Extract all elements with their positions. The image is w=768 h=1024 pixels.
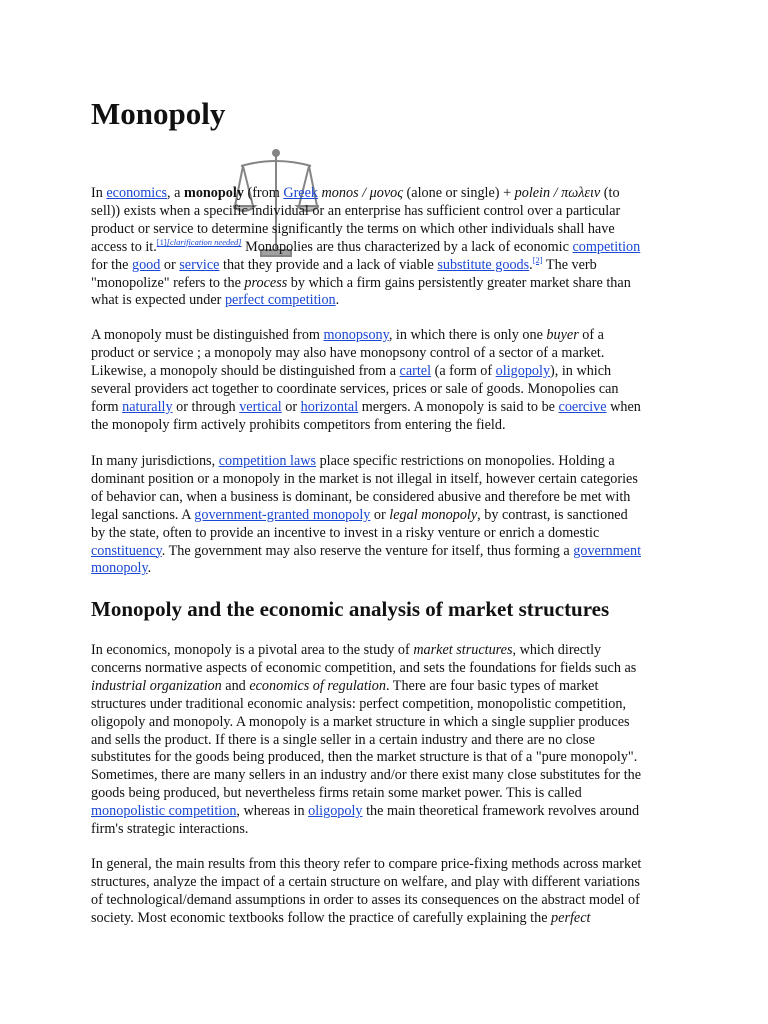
text: the main theoretical framework revolves around: [362, 803, 640, 820]
italic-term: industrial organization: [91, 677, 222, 694]
link-horizontal[interactable]: horizontal: [300, 398, 359, 415]
text: In: [91, 185, 107, 201]
text: form: [91, 398, 123, 415]
text: , which directly: [512, 642, 602, 658]
page-title: Monopoly: [91, 96, 226, 131]
link-economics[interactable]: economics: [106, 185, 168, 201]
text: legal sanctions. A: [91, 506, 195, 523]
text: or: [370, 506, 390, 523]
text: ), in which: [550, 362, 612, 379]
monopsony-paragraph: [91, 327, 677, 434]
text: access to it.: [91, 238, 157, 255]
text: (alone or single) +: [403, 185, 515, 201]
italic-term: monos / μονος: [321, 185, 403, 201]
text-line: structures under traditional economic analysis: perfect competition, monopolistic competition,: [91, 695, 627, 712]
link-monopsony[interactable]: monopsony: [323, 327, 389, 343]
text: place specific restrictions on monopolies. Holding a: [316, 453, 615, 469]
text: In many jurisdictions,: [91, 453, 219, 469]
text-line: and sells the product. If there is a single seller in a certain industry and there are no close: [91, 731, 595, 748]
text-line: dominant position or a monopoly in the market is not illegal in itself, however certain categories: [91, 470, 638, 487]
link-vertical[interactable]: vertical: [239, 398, 282, 415]
text: , a: [167, 185, 184, 201]
link-oligopoly-2[interactable]: oligopoly: [308, 803, 363, 820]
text: (to: [600, 185, 620, 201]
link-government-granted-monopoly[interactable]: government-granted monopoly: [194, 506, 371, 523]
text: The verb: [542, 256, 597, 273]
text-line: substitutes for the goods being produced, then the market structure is that of a "pure monopoly".: [91, 749, 638, 766]
link-coercive[interactable]: coercive: [558, 398, 607, 415]
text: (from: [243, 185, 284, 201]
text-line: product or service to determine significantly the terms on which other individuals shall have: [91, 220, 615, 237]
clarification-link[interactable]: [clarification needed]: [166, 236, 242, 247]
text: , whereas in: [236, 803, 309, 820]
text-line: product or service ; a monopoly may also have monopsony control of a sector of a market.: [91, 344, 605, 361]
text-line: goods being produced, but nevertheless firms retain some market power. This is called: [91, 785, 582, 802]
link-substitute-goods[interactable]: substitute goods: [437, 256, 530, 273]
bold-term: monopoly: [184, 185, 244, 201]
text-line: concerns normative aspects of economic competition, and sets the foundations for fields such as: [91, 659, 637, 676]
link-service[interactable]: service: [179, 256, 220, 273]
intro-paragraph: [91, 185, 677, 310]
ref-link-1[interactable]: [1]: [156, 236, 167, 247]
text-line: of technological/demand assumptions in order to asses its consequences on the abstract model of: [91, 891, 640, 908]
italic-term: process: [244, 274, 288, 291]
link-monopolistic-competition[interactable]: monopolistic competition: [91, 803, 237, 820]
text: (a form of: [431, 362, 496, 379]
text-line: sell)) exists when a specific individual or an enterprise has sufficient control over a particular: [91, 202, 621, 219]
link-good[interactable]: good: [131, 256, 161, 273]
text: .: [147, 560, 152, 577]
text: or: [160, 256, 180, 273]
link-constituency[interactable]: constituency: [91, 542, 162, 559]
link-government-monopoly[interactable]: monopoly: [91, 560, 148, 577]
text: mergers. A monopoly is said to be: [358, 398, 559, 415]
text: for the: [91, 256, 132, 273]
italic-term: polein / πωλειν: [514, 185, 601, 201]
text-line: structures, analyze the impact of a certain structure on welfare, and play with different variations: [91, 873, 640, 890]
italic-term: perfect: [551, 909, 591, 926]
text: In economics, monopoly is a pivotal area to the study of: [91, 642, 414, 658]
text-line: by the state, often to provide an incentive to invest in a risky venture or enrich a domestic: [91, 524, 600, 541]
text: by which a firm gains persistently greater market share than: [287, 274, 631, 291]
link-competition[interactable]: competition: [572, 238, 641, 255]
text-line: firm's strategic interactions.: [91, 821, 249, 838]
text-line: several providers act together to coordinate services, prices or sale of goods. Monopolies can: [91, 380, 619, 397]
text: "monopolize" refers to the: [91, 274, 245, 291]
text-line: In general, the main results from this theory refer to compare price-fixing methods across market: [91, 856, 642, 872]
text: society. Most economic textbooks follow the practice of carefully explaining the: [91, 909, 552, 926]
text: .: [529, 256, 533, 273]
text: .: [335, 292, 340, 309]
text: Likewise, a monopoly should be distinguished from a: [91, 362, 400, 379]
text: that they provide and a lack of viable: [219, 256, 438, 273]
link-cartel[interactable]: cartel: [399, 362, 432, 379]
italic-term: market structures: [413, 642, 513, 658]
text: what is expected under: [91, 292, 225, 309]
italic-term: economics of regulation: [249, 677, 386, 694]
text: and: [221, 677, 250, 694]
link-oligopoly[interactable]: oligopoly: [495, 362, 551, 379]
link-government[interactable]: government: [573, 542, 642, 559]
ref-link-2[interactable]: [2]: [532, 254, 543, 265]
text: or: [281, 398, 301, 415]
text: A monopoly must be distinguished from: [91, 327, 324, 343]
text: , in which there is only one: [388, 327, 547, 343]
text: or through: [172, 398, 240, 415]
italic-term: legal monopoly: [389, 506, 478, 523]
text: when: [606, 398, 641, 415]
link-naturally[interactable]: naturally: [122, 398, 173, 415]
market-structures-paragraph: [91, 642, 677, 839]
text-line: of behavior can, when a business is dominant, be considered abusive and therefore be met with: [91, 488, 631, 505]
link-greek[interactable]: Greek: [283, 185, 318, 201]
text: , by contrast, is sanctioned: [477, 506, 628, 523]
text-line: the monopoly firm actively prohibits competitors from entering the field.: [91, 416, 506, 433]
text: of a: [578, 327, 604, 343]
link-competition-laws[interactable]: competition laws: [218, 453, 317, 469]
text: Monopolies are thus characterized by a lack of economic: [241, 238, 573, 255]
results-paragraph: [91, 856, 677, 928]
section-heading: Monopoly and the economic analysis of market structures: [91, 597, 610, 621]
text: . There are four basic types of market: [385, 677, 599, 694]
text: . The government may also reserve the venture for itself, thus forming a: [161, 542, 574, 559]
link-perfect-competition[interactable]: perfect competition: [224, 292, 336, 309]
italic-term: buyer: [546, 327, 579, 343]
text-line: Sometimes, there are many sellers in an industry and/or there exist many close substitutes for the: [91, 767, 642, 784]
jurisdictions-paragraph: [91, 453, 677, 578]
text-line: oligopoly and monopoly. A monopoly is a market structure in which a single supplier produces: [91, 713, 630, 730]
